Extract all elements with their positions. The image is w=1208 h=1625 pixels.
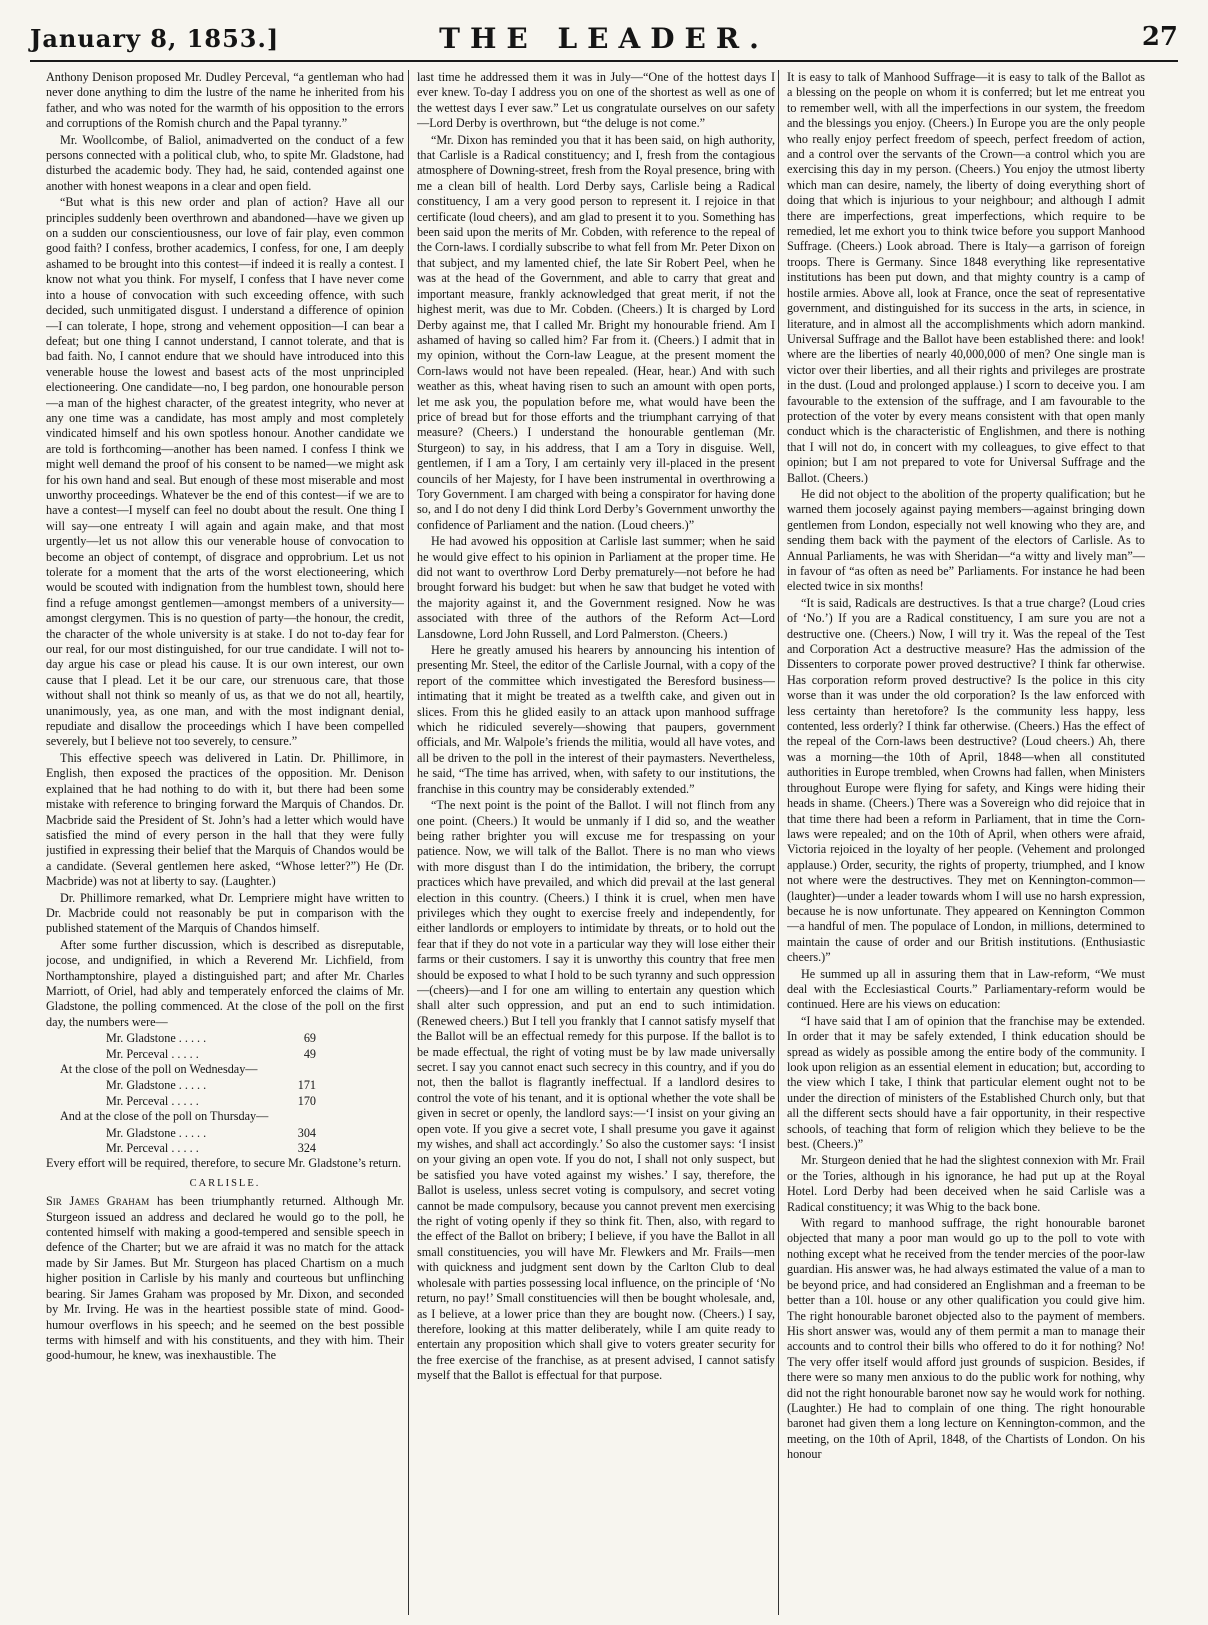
paragraph: With regard to manhood suffrage, the right honourable baronet objected that many a poor man would go up to the poll to vote with nothing except what he received from the tender mercies of the poor-law guardian. His answer was, he had always estimated the value of a man to be beyond price, and had considered an Englishman and a freeman to be better than a 10l. house or any other qualification you could give him. The right honourable baronet objected also to the payment of members. His short answer was, would any of them permit a man to manage their accounts and to control their bills who offered to do it for nothing? No! The very offer itself would afford just grounds of suspicion. Besides, if there were so many men anxious to do the public work for nothing, why did not the right honourable baronet now say he would work for nothing. (Laughter.) He had to complain of one thing. The right honourable baronet had given them a long lecture on Kennington-common, and the meeting, on the 10th of April, 1848, of the Chartists of London. On his honour [787,1216,1145,1462]
candidate-name: Mr. Perceval . . . . . [106,1141,199,1156]
paragraph: And at the close of the poll on Thursday— [60,1109,269,1124]
paragraph: Mr. Sturgeon denied that he had the slightest connexion with Mr. Frail or the Tories, although in his ignorance, he had put up at the Royal Hotel. Lord Derby had been deceived when he said Carlisle was a Radical constituency; it was Whig to the back bone. [787,1153,1145,1214]
paragraph: last time he addressed them it was in July—“One of the hottest days I ever knew. To-day I address you on one of the shortest as well as one of the wettest days I ever saw.” Let us congratulate ourselves on our safety—Lord Derby is overthrown, but “the deluge is not come.” [417,70,775,131]
issue-date: January 8, 1853.] [30,24,280,53]
paragraph [46,1194,404,1363]
vote-count: 304 [297,1125,316,1140]
column-divider [408,70,409,1615]
paragraph: Dr. Phillimore remarked, what Dr. Lempriere might have written to Dr. Macbride could not reasonably be put in comparison with the published statement of the Marquis of Chandos himself. [46,890,404,936]
paragraph: “But what is this new order and plan of action? Have all our principles suddenly been overthrown and abandoned—have we given up on a sudden our conscientiousness, our love of fair play, even common good faith? I confess, brother academics, I confess, for one, I am deeply ashamed to be brought into this contest—if indeed it is really a contest. I know not what you think. For myself, I confess that I have never come into a house of convocation with such exceeding offence, with such decided, such unmitigated disgust. I understand a difference of opinion—I can tolerate, I hope, strong and vehement opposition—I can bear a defeat; but one thing I cannot understand, I cannot tolerate, and that is bad faith. No, I cannot endure that we should have introduced into this venerable house the lowest and basest acts of the most unprincipled electioneering. One candidate—no, I beg pardon, one honourable person—a man of the highest character, of the greatest integrity, who never at any one time was a candidate, has most amply and most completely vindicated himself and his own spotless honour. Another candidate we are told is forthcoming—another has been named. I confess I think we might well demand the proof of his consent to be named—we might ask for his own hand and seal. But enough of these most miserable and most unworthy proceedings. Whatever be the end of this contest—if we are to have a contest—I myself can feel no doubt about the result. One thing I will say—one entreaty I will again and again make, and that most urgently—let us not allow this our venerable house of convocation to become an object of contempt, of disgrace and opprobrium. Let us not tolerate for a moment that the arts of the worst electioneering, which would be scouted with indignation from the humblest town, should here find a refuge amongst gentlemen—amongst members of a university—amongst clergymen. This is no question of party—the honour, the credit, the character of the whole university is at stake. I do not to-day fear for our real, for our most distinguished, for our true candidate. I will not to-day argue his case or plead his cause. It is our own interest, our own cause that I plead. Let it be our care, our strenuous care, that those without shall not think so meanly of us, as that we do not all, heartily, unanimously, yea, as one man, and with the most indignant denial, repudiate and disallow the proceedings which I have been compelled severely, but I believe not too severely, to censure.” [46,195,404,749]
masthead [30,16,1178,62]
candidate-name: Mr. Perceval . . . . . [106,1093,199,1108]
poll-results-thursday [46,1126,404,1157]
paragraph: This effective speech was delivered in Latin. Dr. Phillimore, in English, then exposed the practices of the opposition. Mr. Denison explained that he had nothing to do with it, but there had been some mistake with reference to bringing forward the Marquis of Chandos. Dr. Macbride said the President of St. John’s had a letter which would have satisfied the mind of every person in the hall that they were fully justified in expressing their belief that the Marquis of Chandos would be a candidate. (Several gentlemen here asked, “Whose letter?”) He (Dr. Macbride) was not at liberty to say. (Laughter.) [46,750,404,889]
paragraph: It is easy to talk of Manhood Suffrage—it is easy to talk of the Ballot as a blessing on the people on whom it is conferred; but let me entreat you to remember well, with all the imperfections in our system, the freedom and the blessings you enjoy. (Cheers.) In Europe you are the only people who really enjoy perfect freedom of speech, perfect freedom of action, and a control over the servants of the Crown—a control which you are exercising this day in my person. (Cheers.) You enjoy the utmost liberty which man can desire, namely, the liberty of doing everything short of doing that which is injurious to your neighbour; and although I admit there are imperfections, great imperfections, which require to be remedied, let me exhort you to think twice before you support Manhood Suffrage. (Cheers.) Look abroad. There is Italy—a garrison of foreign troops. There is Germany. Since 1848 everything like representative institutions has been put down, and that mighty country is a camp of hostile armies. Above all, look at France, once the seat of representative government, and distinguished for its success in the arts, in science, in literature, and in almost all the accomplishments which adorn mankind. Universal Suffrage and the Ballot have been established there: and look! where are the liberties of nearly 40,000,000 of men? One single man is victor over their liberties, and all their rights and privileges are prostrate in the dust. (Loud and prolonged applause.) I scorn to deceive you. I am favourable to the extension of the suffrage, and I am favourable to the protection of the voter by every means consistent with that open manly conduct which is the characteristic of Englishmen, and there is nothing that I will not do, in concert with my colleagues, to give effect to that opinion; but I am not prepared to vote for Universal Suffrage and the Ballot. (Cheers.) [787,70,1145,485]
paragraph: Mr. Woollcombe, of Baliol, animadverted on the conduct of a few persons connected with a political club, who, to spite Mr. Gladstone, had disturbed the academic body. They had, he said, contended against one another with honest weapons in a clear and open field. [46,132,404,193]
paragraph: He did not object to the abolition of the property qualification; but he warned them jocosely against paying members—against bringing down gentlemen from London, especially not well knowing who they are, and sending them back with the payment of the electors of Carlisle. As to Annual Parliaments, he was with Sheridan—“a witty and lively man”—in favour of “as often as need be” Parliaments. For instance he had been elected twice in six months! [787,486,1145,594]
column-2 [417,70,775,1615]
poll-results-day-1 [46,1031,404,1062]
paragraph: “The next point is the point of the Ballot. I will not flinch from any one point. (Cheers.) It would be unmanly if I did so, and the weather being rather brighter you will excuse me for trespassing on your patience. Now, we will talk of the Ballot. There is no man who views with more disgust than I do the intimidation, the bribery, the corrupt practices which have prevailed, and which did prevail at the last general election in this country. (Cheers.) I think it is cruel, when men have privileges which they ought to exercise freely and independently, for either landlords or employers to intimidate by threats, or to hold out the fear that if they do not vote in a particular way they will lose either their farms or their customers. I say it is unworthy this country that free men should be exposed to what I hold to be such tyranny and such oppression—(cheers)—and I for one am willing to entertain any question which shall alter such oppression, and put an end to such intimidation. (Renewed cheers.) But I tell you frankly that I cannot satisfy myself that the Ballot will be an effectual remedy for this purpose. If the ballot is to be made effectual, the right of voting must be by law made universally secret. I say you cannot enact such secrecy in this country, and if you do not, then the ballot is flagrantly ineffectual. If a landlord desires to control the vote of his tenant, and it is optional whether the vote shall be given in secret or openly, the landlord says:—‘I insist on your giving an open vote. If you give a secret vote, I shall presume you gave it against my wishes, and shall act accordingly.’ So also the customer says: ‘I insist on your giving an open vote. If you do not, I shall not only suspect, but be satisfied you have voted against my wishes.’ I say, therefore, the Ballot is useless, unless secret voting is compulsory, and secret voting cannot be made compulsory, because you cannot prevent men exercising the right of voting openly if they so think fit. Then, also, with regard to the effect of the Ballot on bribery; I believe, if you have the Ballot in all small constituencies, you will have Mr. Flewkers and Mr. Frails—men with quickness and judgment sent down by the Carlton Club to deal wholesale with parties possessing local influence, on the principle of ‘No return, no pay!’ Small constituencies will then be bought wholesale, and, as I believe, at a lower price than they are bought now. (Cheers.) I say, therefore, looking at this matter deliberately, while I am quite ready to entertain any proposition which shall give to voters greater security for the free exercise of the franchise, as at present advised, I cannot satisfy myself that the Ballot is effectual for that purpose. [417,798,775,1383]
paragraph: “I have said that I am of opinion that the franchise may be extended. In order that it may be safely extended, I think education should be spread as widely as possible among the entire body of the community. I look upon religion as an essential element in education; but, according to the view which I take, I think that particular element ought not to be under the direction of ministers of the Established Church only, but that all the different sects should have a fair opportunity, in their respective schools, of teaching that form of religion which they believe to be the best. (Cheers.)” [787,1013,1145,1152]
paragraph: Anthony Denison proposed Mr. Dudley Perceval, “a gentleman who had never done anything to dim the lustre of the name he inherited from his father, and who was noted for the warmth of his opposition to the errors and corruptions of the Romish church and the Papal tyranny.” [46,70,404,131]
column-1 [46,70,404,1615]
poll-row [106,1126,316,1141]
lead-in-name: Sir James Graham [46,1194,150,1209]
paragraph-text: has been triumphantly returned. Although Mr. Sturgeon issued an address and declared he would go to the poll, he contented himself with making a good-tempered and sensible speech in defence of the Charter; but we are afraid it was no match for the attack made by Sir James. But Mr. Sturgeon has placed Chartism on a much higher position in Carlisle by his manly and courteous but unflinching bearing. Sir James Graham was proposed by Mr. Dixon, and seconded by Mr. Irving. He was in the heartiest possible state of mind. Good-humour overflows in his speech; and he seemed on the best possible terms with himself and with his constituents, and they with him. Their good-humour, he knew, was inexhaustible. The [46,1194,404,1363]
poll-row [106,1031,316,1046]
vote-count: 49 [303,1046,316,1061]
vote-count: 171 [297,1078,316,1093]
section-heading-carlisle: CARLISLE. [189,1177,261,1189]
paragraph: He summed up all in assuring them that in Law-reform, “We must deal with the Ecclesiastical Courts.” Parliamentary-reform would be continued. Here are his views on education: [787,966,1145,1012]
column-3 [787,70,1145,1615]
poll-row [106,1094,316,1109]
paragraph: “It is said, Radicals are destructives. Is that a true charge? (Loud cries of ‘No.’) If you are a Radical constituency, I am sure you are not a destructive one. (Cheers.) Now, I will try it. Was the repeal of the Test and Corporation Act a destructive measure? Has the admission of the Dissenters to corporate power proved destructive? I think far otherwise. Has corporation reform proved destructive? Is the police in this city worse than it was under the old corporation? Is the law enforced with less certainty than heretofore? Is the community less happy, less contented, less orderly? I think far otherwise. (Cheers.) Has the effect of the repeal of the Corn-laws been destructive? (Loud cheers.) Ah, there was a morning—the 10th of April, 1848—when all constituted authorities in Europe trembled, when Crowns had fallen, when Ministers throughout Europe were flying for safety, and Kings were hiding their heads in shame. (Cheers.) There was a Sovereign who did rejoice that in that time there had been a reform in Parliament, that in time the Corn-laws were repealed; and on the 10th of April, when others were afraid, Victoria rejoiced in the loyalty of her people. (Vehement and prolonged applause.) Order, security, the rights of property, triumphed, and I know not where were the destructives. They met on Kennington-common—(laughter)—under a leader towards whom I will use no harsh expression, because he is now unfortunate. They appeared on Kennington Common—a handful of men. The populace of London, in millions, determined to maintain the cause of order and our British institutions. (Enthusiastic cheers.)” [787,595,1145,965]
poll-row [106,1141,316,1156]
poll-row [106,1078,316,1093]
paragraph: At the close of the poll on Wednesday— [60,1062,258,1076]
candidate-name: Mr. Gladstone . . . . . [106,1125,207,1140]
candidate-name: Mr. Gladstone . . . . . [106,1031,207,1046]
paragraph: He had avowed his opposition at Carlisle last summer; when he said he would give effect to his opinion in Parliament at the proper time. He did not want to overthrow Lord Derby prematurely—not before he had brought forward his budget: but when he saw that budget he voted with the majority against it, and the Government resigned. Now he was associated with three of the authors of the Reform Act—Lord Lansdowne, Lord John Russell, and Lord Palmerston. (Cheers.) [417,534,775,641]
paragraph: Every effort will be required, therefore, to secure Mr. Gladstone’s return. [46,1156,402,1171]
paragraph: After some further discussion, which is described as disreputable, jocose, and undignified, in which a Reverend Mr. Lichfield, from Northamptonshire, played a distinguished part; and after Mr. Charles Marriott, of Oriel, had ably and temperately enforced the claims of Mr. Gladstone, the polling commenced. At the close of the poll on the first day, the numbers were— [46,937,404,1029]
paragraph: Here he greatly amused his hearers by announcing his intention of presenting Mr. Steel, the editor of the Carlisle Journal, with a copy of the report of the committee which investigated the Beresford business—intimating that it might be treated as a twelfth cake, and given out in slices. From this he glided easily to an attack upon manhood suffrage which he ridiculed severely—showing that paupers, government officials, and Mr. Walpole’s friends the militia, would all have votes, and all be driven to the poll in the interest of their paymasters. Nevertheless, he said, “The time has arrived, when, with safety to our institutions, the franchise in this country may be considerably extended.” [417,643,775,796]
column-divider [778,70,779,1615]
poll-row [106,1047,316,1062]
page-number: 27 [1141,22,1178,52]
newspaper-title: THE LEADER. [439,22,769,55]
candidate-name: Mr. Gladstone . . . . . [106,1078,207,1093]
vote-count: 69 [303,1031,316,1046]
vote-count: 170 [297,1093,316,1108]
paragraph: “Mr. Dixon has reminded you that it has been said, on high authority, that Carlisle is a Radical constituency; and I, fresh from the contagious atmosphere of Downing-street, fresh from the Royal presence, bring with me a clean bill of health. Lord Derby says, Carlisle being a Radical constituency, I am a very good person to represent it. I rejoice in that certificate (loud cheers), and am glad to present it to you. Something has been said upon the merits of Mr. Cobden, with reference to the repeal of the Corn-laws. I cordially subscribe to what fell from Mr. Peter Dixon on that subject, and my lamented chief, the late Sir Robert Peel, when he was at the head of the Government, and able to carry that great and important measure, frankly acknowledged that great merit, if not the highest merit, was due to Mr. Cobden. (Cheers.) It is charged by Lord Derby against me, that I called Mr. Bright my honourable friend. Am I ashamed of having so called him? Far from it. (Cheers.) I admit that in my opinion, without the Corn-law League, at the present moment the Corn-laws would not have been repealed. (Hear, hear.) And with such weather as this, wheat having risen to such an amount with open ports, let me ask you, the population before me, what would have been the price of bread but for those efforts and the triumphant carrying of that measure? (Cheers.) I understand the honourable gentleman (Mr. Sturgeon) to say, in his address, that I am a Tory in disguise. Well, gentlemen, if I am a Tory, I am certainly very ill-placed in the present councils of her Majesty, for I have been instrumental in overthrowing a Tory Government. I am charged with being a conspirator for having done so, and I do not deny I did think Lord Derby’s Government unworthy the confidence of Parliament and the nation. (Loud cheers.)” [417,132,775,532]
vote-count: 324 [297,1141,316,1156]
candidate-name: Mr. Perceval . . . . . [106,1046,199,1061]
poll-results-wednesday [46,1078,404,1109]
